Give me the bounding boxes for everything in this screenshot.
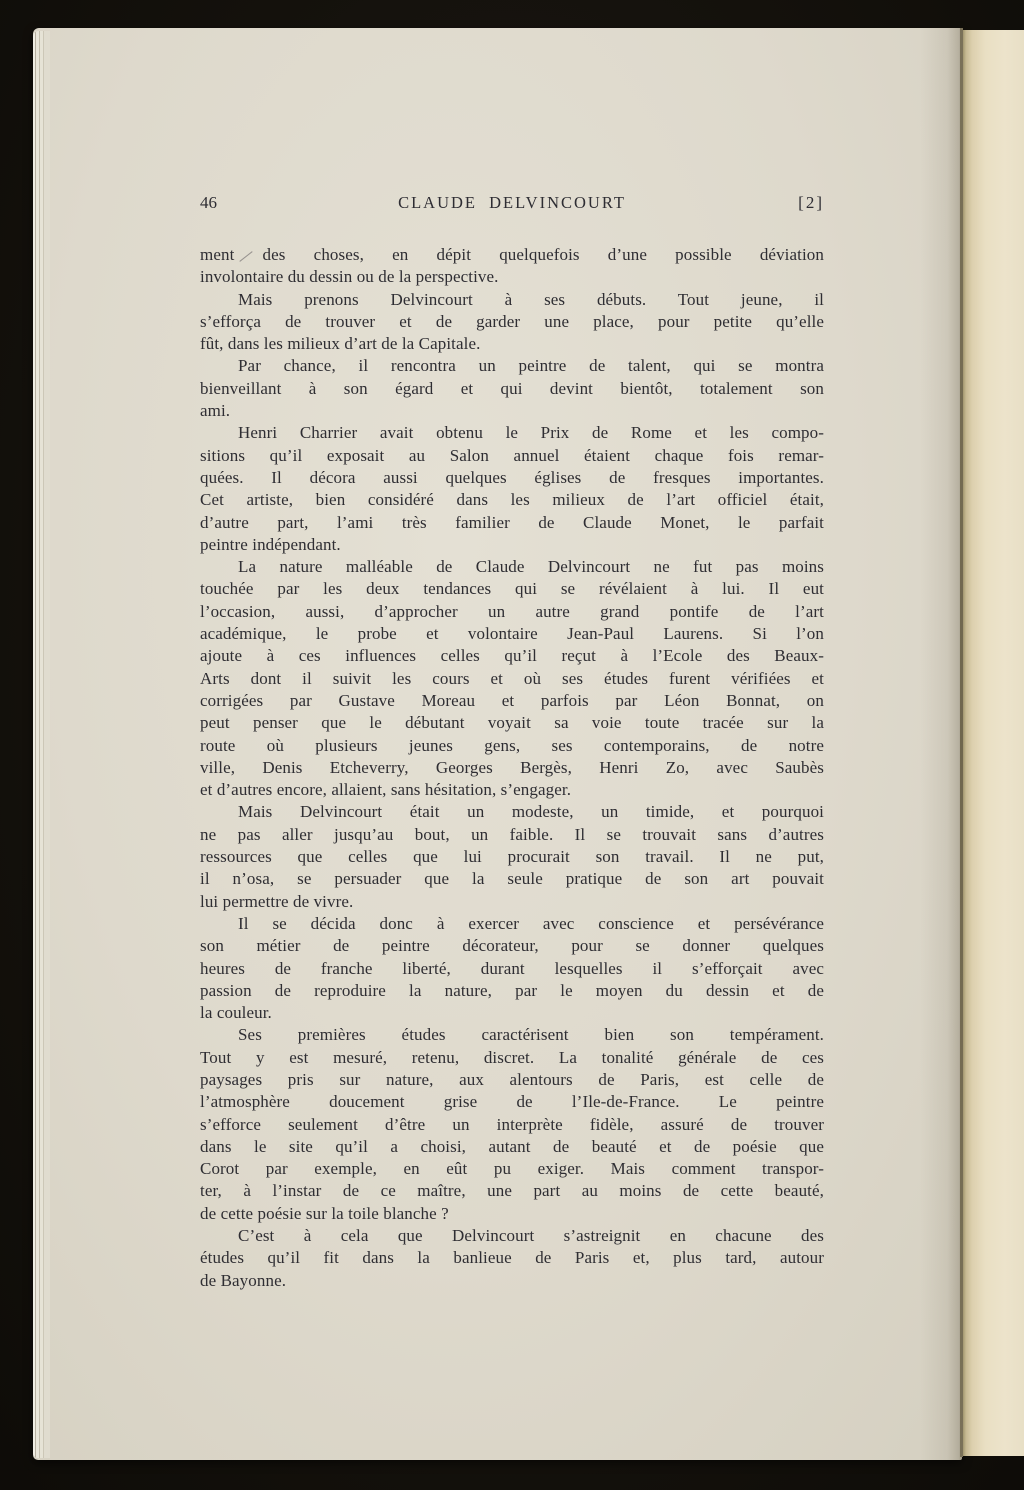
text-line: touchée par les deux tendances qui se révélaient à lui. Il eut xyxy=(200,579,824,599)
page-edge-stack xyxy=(33,31,50,1458)
page-number: 46 xyxy=(200,193,217,212)
text-line: ajoute à ces influences celles qu’il reçut à l’Ecole des Beaux- xyxy=(200,646,824,666)
text-line: quées. Il décora aussi quelques églises de fresques importantes. xyxy=(200,467,824,487)
text-line: la couleur. xyxy=(200,1003,272,1023)
text-line: peintre indépendant. xyxy=(200,534,341,554)
text-line: Arts dont il suivit les cours et où ses études furent vérifiées et xyxy=(200,668,824,688)
text-line: ter, à l’instar de ce maître, une part au moins de cette beauté, xyxy=(200,1181,824,1201)
text-line: académique, le probe et volontaire Jean-Paul Laurens. Si l’on xyxy=(200,624,824,644)
paragraph xyxy=(200,801,824,912)
text-line: son métier de peintre décorateur, pour se donner quelques xyxy=(200,936,824,956)
text-line: La nature malléable de Claude Delvincourt ne fut pas moins xyxy=(238,557,824,577)
text-line: Tout y est mesuré, retenu, discret. La tonalité générale de ces xyxy=(200,1047,824,1067)
paragraph xyxy=(200,556,824,801)
book-page xyxy=(33,28,962,1460)
text-line: d’autre part, l’ami très familier de Claude Monet, le parfait xyxy=(200,512,824,532)
text-line: fût, dans les milieux d’art de la Capitale. xyxy=(200,334,481,354)
paragraph xyxy=(200,1225,824,1292)
text-line: et d’autres encore, allaient, sans hésitation, s’engager. xyxy=(200,780,572,800)
text-line: involontaire du dessin ou de la perspective. xyxy=(200,267,499,287)
text-line: Mais prenons Delvincourt à ses débuts. Tout jeune, il xyxy=(238,289,824,309)
text-line: Corot par exemple, en eût pu exiger. Mais comment transpor- xyxy=(200,1159,824,1179)
text-line: études qu’il fit dans la banlieue de Paris et, plus tard, autour xyxy=(200,1248,824,1268)
text-line: sitions qu’il exposait au Salon annuel étaient chaque fois remar- xyxy=(200,445,824,465)
text-line: Ses premières études caractérisent bien son tempérament. xyxy=(238,1025,824,1045)
paragraph xyxy=(200,913,824,1024)
text-line: paysages pris sur nature, aux alentours de Paris, est celle de xyxy=(200,1069,824,1089)
paragraph xyxy=(200,1024,824,1225)
text-line: passion de reproduire la nature, par le moyen du dessin et de xyxy=(200,980,824,1000)
paragraph xyxy=(200,422,824,556)
text-line: lui permettre de vivre. xyxy=(200,891,354,911)
text-line: ville, Denis Etcheverry, Georges Bergès, Henri Zo, avec Saubès xyxy=(200,757,824,777)
text-line: ami. xyxy=(200,401,231,421)
text-line: ressources que celles que lui procurait son travail. Il ne put, xyxy=(200,847,824,867)
text-line: Cet artiste, bien considéré dans les milieux de l’art officiel était, xyxy=(200,490,824,510)
text-line: de cette poésie sur la toile blanche ? xyxy=(200,1203,449,1223)
text-line: s’efforce seulement d’être un interprète fidèle, assuré de trouver xyxy=(200,1114,824,1134)
text-line: peut penser que le débutant voyait sa voie toute tracée sur la xyxy=(200,713,824,733)
text-line: heures de franche liberté, durant lesquelles il s’efforçait avec xyxy=(200,958,824,978)
facing-page-edge xyxy=(963,30,1024,1456)
paragraph xyxy=(200,244,824,289)
gutter-shadow xyxy=(920,28,962,1460)
bracket-reference: [2] xyxy=(798,193,824,212)
text-line: bienveillant à son égard et qui devint bientôt, totalement son xyxy=(200,378,824,398)
text-line: Henri Charrier avait obtenu le Prix de Rome et les compo- xyxy=(238,423,824,443)
text-line: C’est à cela que Delvincourt s’astreignit en chacune des xyxy=(238,1226,824,1246)
text-line: corrigées par Gustave Moreau et parfois par Léon Bonnat, on xyxy=(200,690,824,710)
text-line: l’occasion, aussi, d’approcher un autre grand pontife de l’art xyxy=(200,601,824,621)
text-line: Il se décida donc à exercer avec conscience et persévérance xyxy=(238,913,824,933)
paragraph xyxy=(200,355,824,422)
text-line: ne pas aller jusqu’au bout, un faible. Il se trouvait sans d’autres xyxy=(200,824,824,844)
text-line: de Bayonne. xyxy=(200,1270,287,1290)
text-block xyxy=(200,244,824,1292)
text-line: l’atmosphère doucement grise de l’Ile-de-France. Le peintre xyxy=(200,1092,824,1112)
text-line: route où plusieurs jeunes gens, ses contemporains, de notre xyxy=(200,735,824,755)
text-line: Mais Delvincourt était un modeste, un timide, et pourquoi xyxy=(238,802,824,822)
paragraph xyxy=(200,289,824,356)
text-line: s’efforça de trouver et de garder une place, pour petite qu’elle xyxy=(200,311,824,331)
text-line: Par chance, il rencontra un peintre de talent, qui se montra xyxy=(238,356,824,376)
running-title: CLAUDE DELVINCOURT xyxy=(398,193,626,212)
text-line: ment des choses, en dépit quelquefois d’une possible déviation xyxy=(200,245,824,264)
page-header xyxy=(200,193,824,213)
text-line: il n’osa, se persuader que la seule pratique de son art pouvait xyxy=(200,869,824,889)
text-line: dans le site qu’il a choisi, autant de beauté et de poésie que xyxy=(200,1136,824,1156)
